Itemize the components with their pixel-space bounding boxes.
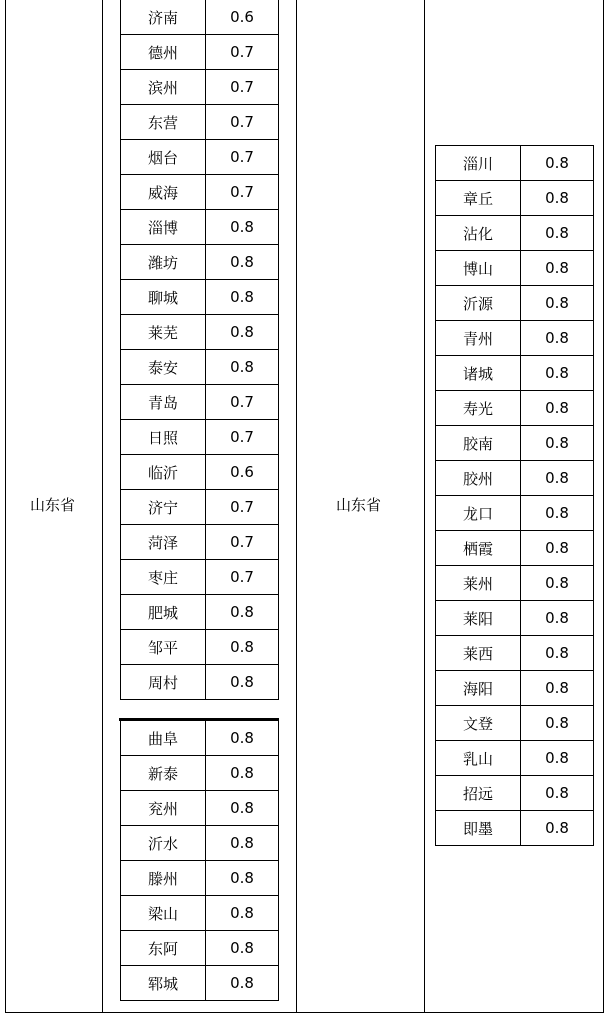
table-row (121, 350, 279, 385)
value-cell: 0.8 (521, 321, 594, 356)
city-name-cell: 泰安 (121, 350, 206, 385)
value-cell: 0.8 (206, 245, 279, 280)
left-city-table-b (120, 720, 279, 1001)
value-cell: 0.8 (521, 601, 594, 636)
table-row (436, 426, 594, 461)
value-cell: 0.7 (206, 140, 279, 175)
city-name-cell: 东阿 (121, 931, 206, 966)
table-row (121, 966, 279, 1001)
value-cell: 0.7 (206, 385, 279, 420)
table-row (121, 490, 279, 525)
table-row (121, 385, 279, 420)
city-name-cell: 滨州 (121, 70, 206, 105)
city-name-cell: 曲阜 (121, 721, 206, 756)
left-city-table-a (120, 0, 279, 700)
city-name-cell: 威海 (121, 175, 206, 210)
province-label-right: 山东省 (336, 496, 382, 514)
city-name-cell: 乳山 (436, 741, 521, 776)
value-cell: 0.8 (206, 721, 279, 756)
table-row (121, 826, 279, 861)
table-row (121, 931, 279, 966)
outer-border-right (603, 0, 604, 1013)
city-name-cell: 济宁 (121, 490, 206, 525)
table-row (436, 496, 594, 531)
city-name-cell: 烟台 (121, 140, 206, 175)
city-name-cell: 胶州 (436, 461, 521, 496)
table-row (121, 70, 279, 105)
table-row (121, 455, 279, 490)
table-row (121, 595, 279, 630)
city-name-cell: 梁山 (121, 896, 206, 931)
value-cell: 0.8 (206, 350, 279, 385)
city-name-cell: 招远 (436, 776, 521, 811)
value-cell: 0.8 (206, 280, 279, 315)
value-cell: 0.8 (521, 286, 594, 321)
city-name-cell: 莱芜 (121, 315, 206, 350)
value-cell: 0.8 (521, 216, 594, 251)
value-cell: 0.8 (521, 776, 594, 811)
city-name-cell: 文登 (436, 706, 521, 741)
value-cell: 0.8 (521, 811, 594, 846)
city-name-cell: 新泰 (121, 756, 206, 791)
city-name-cell: 海阳 (436, 671, 521, 706)
city-name-cell: 东营 (121, 105, 206, 140)
table-row (121, 756, 279, 791)
city-name-cell: 龙口 (436, 496, 521, 531)
table-row (121, 420, 279, 455)
city-name-cell: 邹平 (121, 630, 206, 665)
city-name-cell: 博山 (436, 251, 521, 286)
table-row (436, 286, 594, 321)
city-name-cell: 章丘 (436, 181, 521, 216)
outer-divider-2 (296, 0, 297, 1013)
city-name-cell: 栖霞 (436, 531, 521, 566)
city-name-cell: 淄博 (121, 210, 206, 245)
table-row (436, 776, 594, 811)
value-cell: 0.8 (206, 630, 279, 665)
value-cell: 0.8 (521, 146, 594, 181)
city-name-cell: 郓城 (121, 966, 206, 1001)
table-row (436, 671, 594, 706)
table-row (121, 210, 279, 245)
table-row (436, 251, 594, 286)
value-cell: 0.8 (206, 966, 279, 1001)
table-row (121, 140, 279, 175)
city-name-cell: 寿光 (436, 391, 521, 426)
left-city-table-a-body (121, 0, 279, 700)
value-cell: 0.8 (206, 665, 279, 700)
city-name-cell: 诸城 (436, 356, 521, 391)
value-cell: 0.8 (521, 461, 594, 496)
city-name-cell: 胶南 (436, 426, 521, 461)
value-cell: 0.7 (206, 490, 279, 525)
value-cell: 0.8 (206, 315, 279, 350)
value-cell: 0.8 (521, 706, 594, 741)
city-name-cell: 沂水 (121, 826, 206, 861)
city-name-cell: 淄川 (436, 146, 521, 181)
right-city-table (435, 145, 594, 846)
table-row (436, 636, 594, 671)
city-name-cell: 日照 (121, 420, 206, 455)
value-cell: 0.8 (521, 741, 594, 776)
value-cell: 0.8 (521, 181, 594, 216)
table-row (436, 811, 594, 846)
table-row (121, 896, 279, 931)
table-row (436, 321, 594, 356)
outer-border-left (5, 0, 6, 1013)
table-row (436, 741, 594, 776)
value-cell: 0.8 (206, 861, 279, 896)
table-row (121, 665, 279, 700)
value-cell: 0.7 (206, 105, 279, 140)
city-name-cell: 枣庄 (121, 560, 206, 595)
value-cell: 0.7 (206, 420, 279, 455)
table-row (436, 461, 594, 496)
table-row (436, 356, 594, 391)
city-name-cell: 肥城 (121, 595, 206, 630)
value-cell: 0.7 (206, 525, 279, 560)
left-city-table-b-body (121, 721, 279, 1001)
table-row (121, 630, 279, 665)
value-cell: 0.8 (206, 826, 279, 861)
city-name-cell: 滕州 (121, 861, 206, 896)
city-name-cell: 莱阳 (436, 601, 521, 636)
value-cell: 0.8 (521, 391, 594, 426)
city-name-cell: 潍坊 (121, 245, 206, 280)
value-cell: 0.7 (206, 560, 279, 595)
city-name-cell: 沾化 (436, 216, 521, 251)
value-cell: 0.8 (521, 636, 594, 671)
value-cell: 0.8 (521, 251, 594, 286)
outer-divider-3 (424, 0, 425, 1013)
table-row (436, 706, 594, 741)
city-name-cell: 聊城 (121, 280, 206, 315)
value-cell: 0.8 (521, 566, 594, 601)
value-cell: 0.8 (521, 356, 594, 391)
value-cell: 0.6 (206, 0, 279, 35)
value-cell: 0.8 (206, 595, 279, 630)
city-name-cell: 沂源 (436, 286, 521, 321)
outer-border-bottom (5, 1012, 604, 1013)
city-name-cell: 兖州 (121, 791, 206, 826)
table-row (436, 181, 594, 216)
value-cell: 0.7 (206, 175, 279, 210)
table-row (121, 525, 279, 560)
table-row (436, 146, 594, 181)
value-cell: 0.6 (206, 455, 279, 490)
value-cell: 0.8 (521, 531, 594, 566)
table-row (121, 105, 279, 140)
table-row (436, 531, 594, 566)
table-row (121, 721, 279, 756)
value-cell: 0.8 (521, 496, 594, 531)
city-name-cell: 临沂 (121, 455, 206, 490)
city-name-cell: 菏泽 (121, 525, 206, 560)
value-cell: 0.8 (206, 931, 279, 966)
table-row (121, 280, 279, 315)
city-name-cell: 青岛 (121, 385, 206, 420)
table-row (121, 861, 279, 896)
city-name-cell: 周村 (121, 665, 206, 700)
city-name-cell: 青州 (436, 321, 521, 356)
table-row (436, 566, 594, 601)
table-row (436, 601, 594, 636)
city-name-cell: 德州 (121, 35, 206, 70)
city-name-cell: 济南 (121, 0, 206, 35)
table-row (121, 315, 279, 350)
value-cell: 0.8 (206, 210, 279, 245)
table-row (121, 245, 279, 280)
table-row (436, 216, 594, 251)
table-row (121, 560, 279, 595)
right-city-table-body (436, 146, 594, 846)
table-row (121, 0, 279, 35)
value-cell: 0.8 (521, 426, 594, 461)
table-row (121, 791, 279, 826)
city-name-cell: 即墨 (436, 811, 521, 846)
value-cell: 0.8 (206, 896, 279, 931)
value-cell: 0.7 (206, 70, 279, 105)
table-row (121, 35, 279, 70)
value-cell: 0.8 (521, 671, 594, 706)
value-cell: 0.8 (206, 756, 279, 791)
table-row (436, 391, 594, 426)
value-cell: 0.7 (206, 35, 279, 70)
province-label-left: 山东省 (30, 496, 76, 514)
city-name-cell: 莱西 (436, 636, 521, 671)
outer-divider-1 (102, 0, 103, 1013)
table-row (121, 175, 279, 210)
city-name-cell: 莱州 (436, 566, 521, 601)
value-cell: 0.8 (206, 791, 279, 826)
